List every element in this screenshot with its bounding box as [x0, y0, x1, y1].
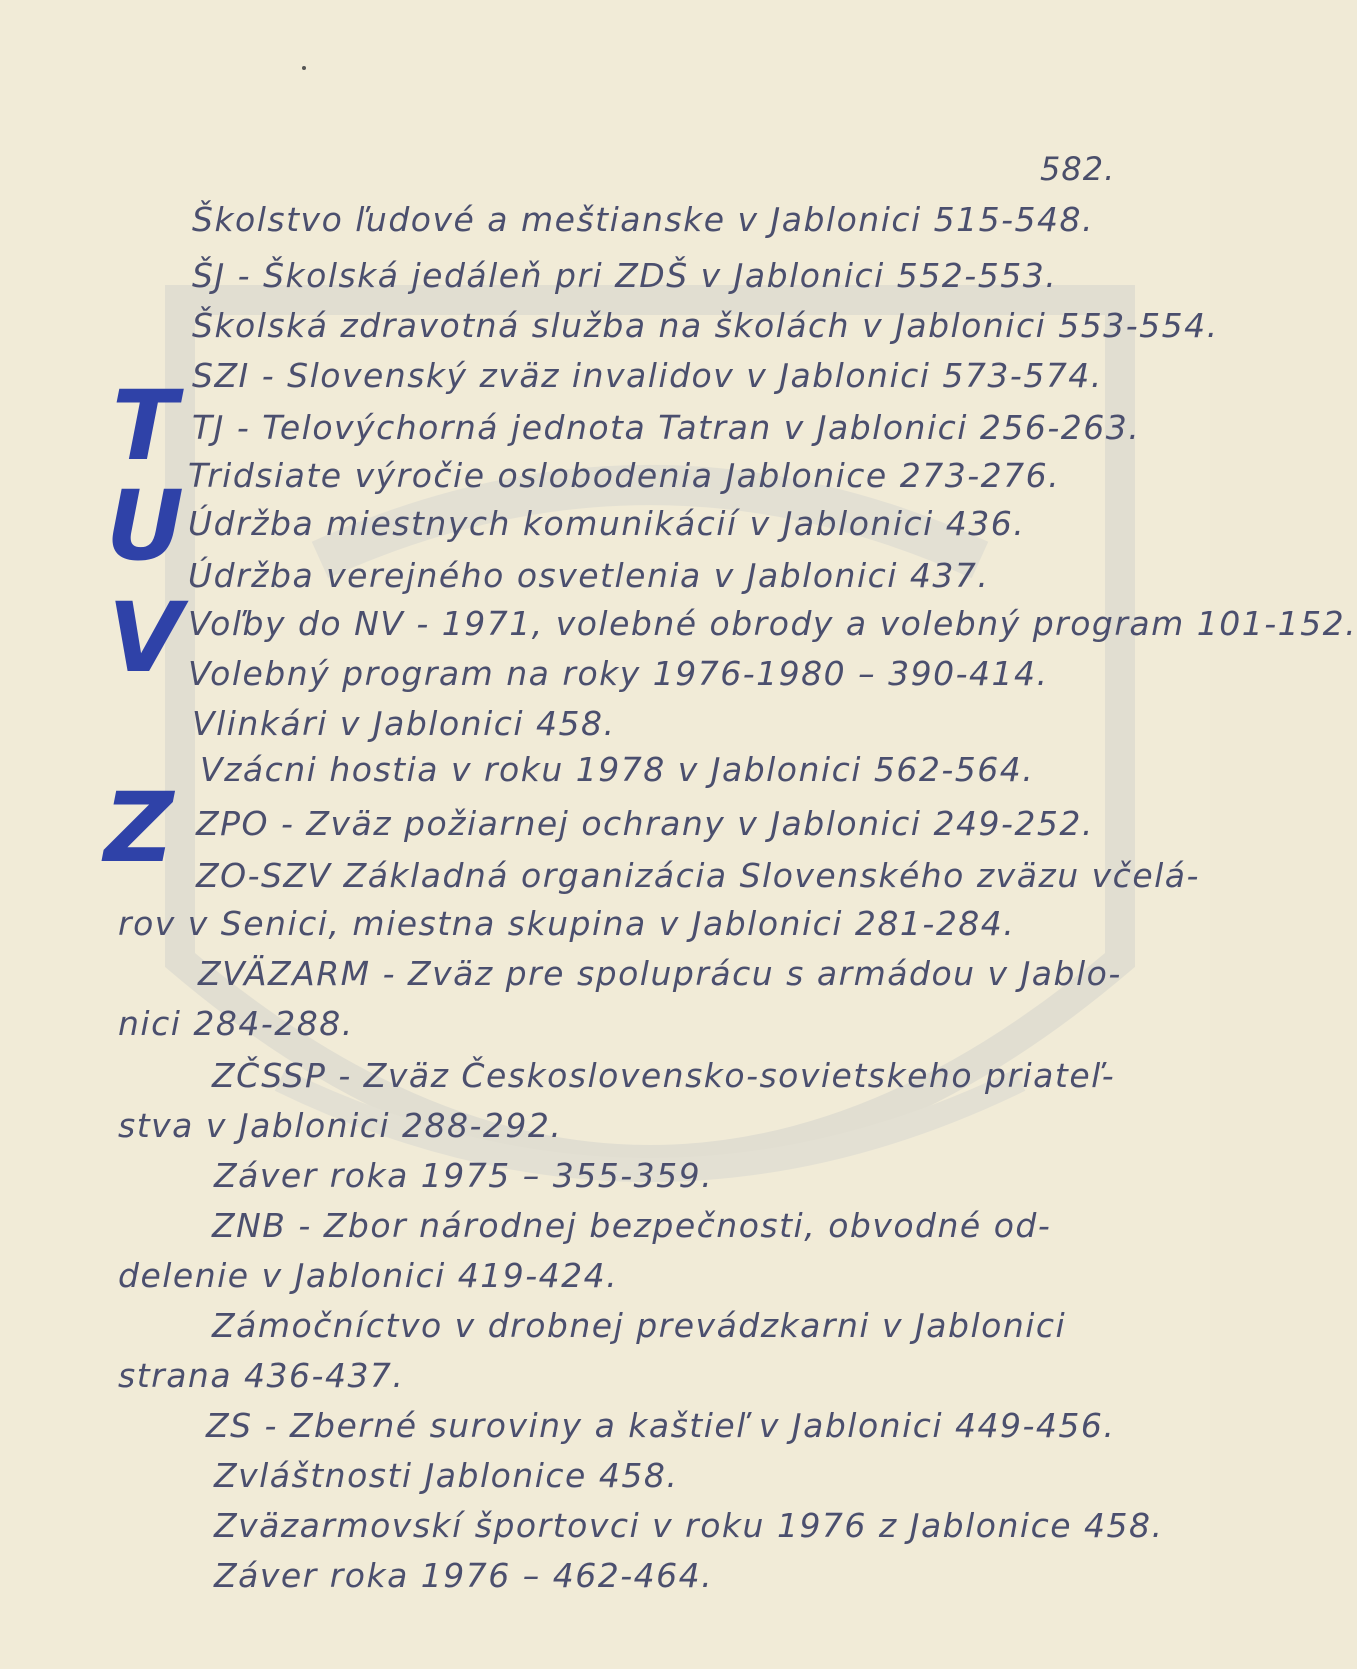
index-entry: ZNB - Zbor národnej bezpečnosti, obvodné od-	[212, 1206, 1052, 1245]
index-entry: Údržba miestnych komunikácií v Jablonici 436.	[188, 504, 1026, 543]
index-entry: ZO-SZV Základná organizácia Slovenského zväzu včelá-	[196, 856, 1200, 895]
margin-letter-v: V	[108, 582, 183, 694]
index-entry: Zvláštnosti Jablonice 458.	[214, 1456, 679, 1495]
index-entry: Školstvo ľudové a meštianske v Jablonici 515-548.	[192, 200, 1095, 239]
index-entry: ZČSSP - Zväz Československo-sovietskeho priateľ-	[212, 1056, 1116, 1095]
index-entry: ŠJ - Školská jedáleň pri ZDŠ v Jablonici 552-553.	[192, 256, 1058, 295]
index-entry: Záver roka 1975 – 355-359.	[214, 1156, 714, 1195]
margin-letter-z: Z	[104, 772, 174, 884]
index-entry: Zámočníctvo v drobnej prevádzkarni v Jablonici	[212, 1306, 1067, 1345]
index-entry: stva v Jablonici 288-292.	[118, 1106, 563, 1145]
margin-letter-t: T	[112, 370, 178, 482]
margin-letter-u: U	[106, 470, 184, 582]
index-entry: nici 284-288.	[118, 1004, 354, 1043]
index-entry: strana 436-437.	[118, 1356, 405, 1395]
index-entry: Vzácni hostia v roku 1978 v Jablonici 562-564.	[200, 750, 1035, 789]
index-entry: Tridsiate výročie oslobodenia Jablonice 273-276.	[188, 456, 1061, 495]
index-entry: TJ - Telovýchorná jednota Tatran v Jablonici 256-263.	[192, 408, 1141, 447]
index-entry: delenie v Jablonici 419-424.	[118, 1256, 619, 1295]
index-entry: ZVÄZARM - Zväz pre spoluprácu s armádou v Jablo-	[198, 954, 1122, 993]
index-entry: Zväzarmovskí športovci v roku 1976 z Jablonice 458.	[214, 1506, 1164, 1545]
index-entry: Vlinkári v Jablonici 458.	[192, 704, 616, 743]
index-entry: ZPO - Zväz požiarnej ochrany v Jablonici 249-252.	[196, 804, 1094, 843]
index-entry: Voľby do NV - 1971, volebné obrody a volebný program 101-152.	[188, 604, 1357, 643]
index-entry: Školská zdravotná služba na školách v Jablonici 553-554.	[192, 306, 1219, 345]
index-entry: Volebný program na roky 1976-1980 – 390-414.	[188, 654, 1049, 693]
index-entry: Záver roka 1976 – 462-464.	[214, 1556, 714, 1595]
index-entry: Údržba verejného osvetlenia v Jablonici 437.	[188, 556, 990, 595]
index-entry: rov v Senici, miestna skupina v Jablonici 281-284.	[118, 904, 1016, 943]
page-number: 582.	[1040, 150, 1116, 188]
speck	[302, 66, 306, 70]
index-entry: ZS - Zberné suroviny a kaštieľ v Jablonici 449-456.	[206, 1406, 1116, 1445]
index-entry: SZI - Slovenský zväz invalidov v Jablonici 573-574.	[192, 356, 1103, 395]
